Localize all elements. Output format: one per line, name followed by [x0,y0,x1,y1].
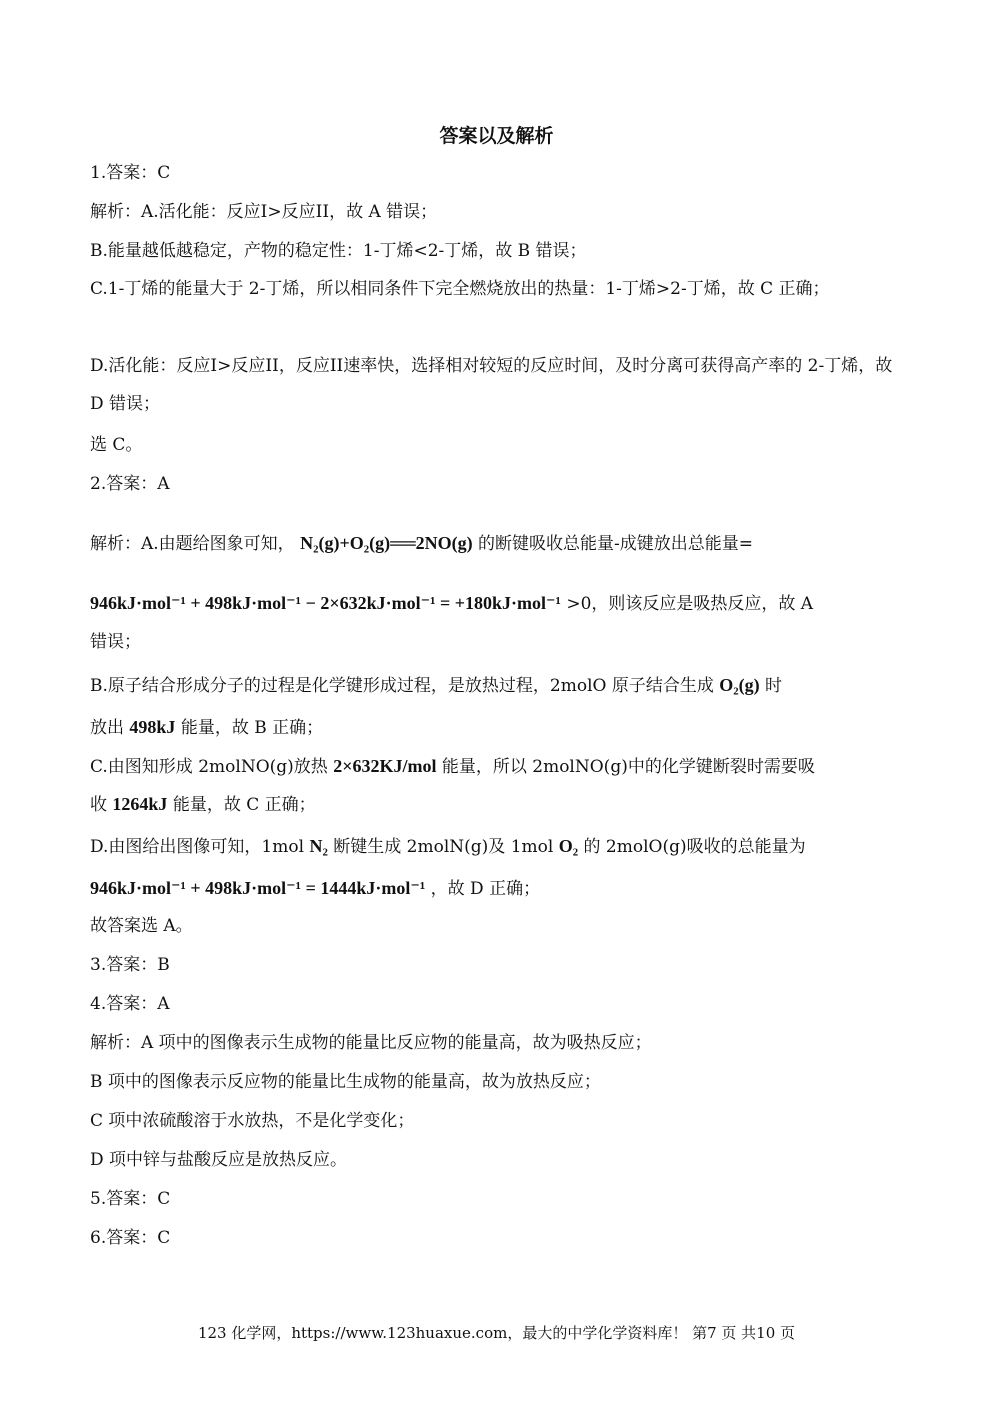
energy-1264: 1264kJ [112,794,168,814]
q4-explanation-d: D 项中锌与盐酸反应是放热反应。 [90,1150,348,1170]
q2-d-suffix: 的 2molO(g)吸收的总能量为 [583,837,806,857]
q3-answer: 3.答案：B [90,955,170,975]
q2-explanation-c [90,755,910,778]
q1-explanation-b: B.能量越低越稳定，产物的稳定性：1-丁烯<2-丁烯，故 B 错误； [90,241,587,261]
q2-b-suffix: 时 [765,676,783,696]
q2-d-prefix: D.由图给出图像可知，1mol [90,837,305,857]
page-footer: 123 化学网，https://www.123huaxue.com，最大的中学化学资料库！ 第7 页 共10 页 [197,1324,796,1342]
q2-d-calc-suffix: ，故 D 正确； [430,879,541,899]
q2-a-prefix: 解析：A.由题给图象可知， [90,534,295,554]
q2-d-mid: 断键生成 2molN(g)及 1mol [333,837,554,857]
q2-answer: 2.答案：A [90,474,170,494]
q2-explanation-a [90,532,910,555]
q1-answer: 1.答案：C [90,163,171,183]
q2-b-prefix: B.原子结合形成分子的过程是化学键形成过程，是放热过程，2molO 原子结合生成 [90,676,714,696]
q4-explanation-c: C 项中浓硫酸溶于水放热，不是化学变化； [90,1111,415,1131]
q1-explanation-d: D.活化能：反应I>反应II，反应II速率快，选择相对较短的反应时间，及时分离可获得高产率的 2-丁烯，故 D 错误； [90,356,893,414]
q2-c-prefix: C.由图知形成 2molNO(g)放热 [90,757,328,777]
q4-explanation-a: 解析：A 项中的图像表示生成物的能量比反应物的能量高，故为吸热反应； [90,1033,652,1053]
q2-b2-suffix: 能量，故 B 正确； [180,718,324,738]
q2-a-calc-suffix: >0，则该反应是吸热反应，故 A [566,594,814,614]
q2-explanation-b2 [90,716,910,739]
energy-2x632: 2×632KJ/mol [333,756,437,776]
q2-c2-suffix: 能量，故 C 正确； [172,795,316,815]
o2-formula: O₂(g) [719,675,760,695]
q5-answer: 5.答案：C [90,1189,171,1209]
q4-explanation-b: B 项中的图像表示反应物的能量比生成物的能量高，故为放热反应； [90,1072,601,1092]
q1-conclusion: 选 C。 [90,435,143,455]
q2-c2-prefix: 收 [90,795,107,815]
q1-explanation-a: 解析：A.活化能：反应I>反应II，故 A 错误； [90,202,438,222]
reaction-equation: N₂(g)+O₂(g)══2NO(g) [300,533,473,553]
q2-explanation-d [90,835,910,858]
q4-answer: 4.答案：A [90,994,170,1014]
q2-a-end: 错误； [90,632,141,652]
q1-explanation-c: C.1-丁烯的能量大于 2-丁烯，所以相同条件下完全燃烧放出的热量：1-丁烯>2-丁烯，故 C 正确； [90,279,830,299]
energy-498: 498kJ [129,717,176,737]
q2-energy-calc [90,592,910,615]
page-title: 答案以及解析 [439,125,554,147]
energy-calculation: 946kJ·mol⁻¹ + 498kJ·mol⁻¹ − 2×632kJ·mol⁻¹ = +180kJ·mol⁻¹ [90,593,561,613]
q2-conclusion: 故答案选 A。 [90,916,193,936]
q2-c-suffix: 能量，所以 2molNO(g)中的化学键断裂时需要吸 [441,757,815,777]
q2-explanation-b [90,674,910,697]
q6-answer: 6.答案：C [90,1228,171,1248]
q2-explanation-c2 [90,793,910,816]
q2-b2-prefix: 放出 [90,718,124,738]
total-energy-calculation: 946kJ·mol⁻¹ + 498kJ·mol⁻¹ = 1444kJ·mol⁻¹ [90,878,426,898]
q2-d-calc [90,877,910,900]
o2-formula-d: O₂ [558,836,579,856]
q2-a-suffix: 的断键吸收总能量-成键放出总能量= [478,534,754,554]
n2-formula: N₂ [309,836,328,856]
